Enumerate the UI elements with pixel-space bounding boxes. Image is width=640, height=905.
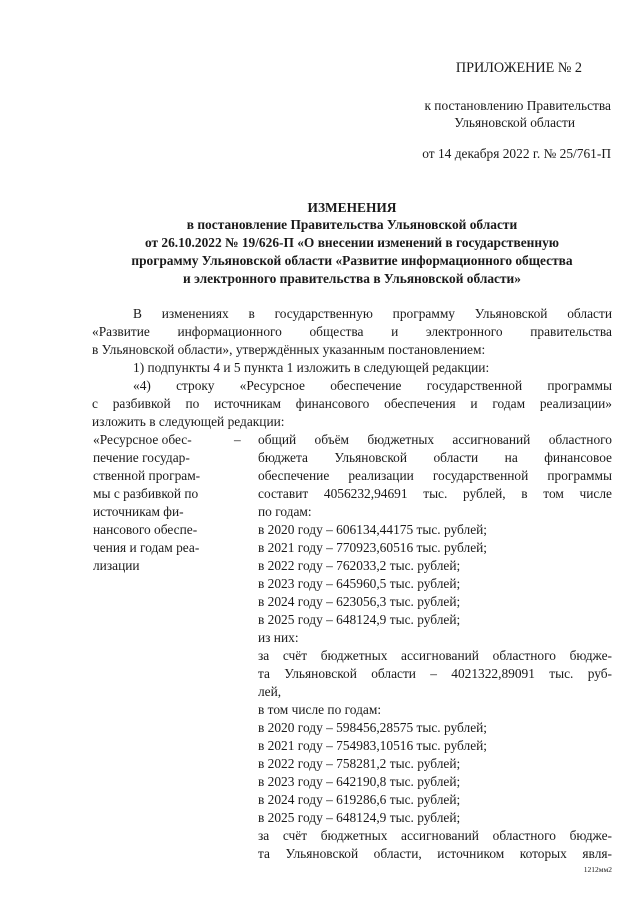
paragraph-2: 1) подпункты 4 и 5 пункта 1 изложить в следующей редакции: — [133, 360, 490, 375]
paragraph-1-line-2: «Развитие информационного общества и электронного правительства — [92, 324, 612, 339]
attachment-to-line-1: к постановлению Правительства — [424, 98, 611, 113]
attachment-to-line-2: Ульяновской области — [454, 115, 575, 130]
regional-line-4: в том числе по годам: — [258, 702, 382, 717]
value-intro-line-1: общий объём бюджетных ассигнований областного — [258, 432, 612, 447]
heading-line-2: в постановление Правительства Ульяновской области — [186, 217, 518, 232]
source-line-2: та Ульяновской области, источником которых явля- — [258, 846, 612, 861]
paragraph-1-line-3: в Ульяновской области», утверждённых указанным постановлением: — [92, 342, 486, 357]
regional-line-3: лей, — [258, 684, 282, 699]
regional-year-2020: в 2020 году – 598456,28575 тыс. рублей; — [258, 720, 488, 735]
of-them-label: из них: — [258, 630, 299, 645]
total-year-2021: в 2021 году – 770923,60516 тыс. рублей; — [258, 540, 488, 555]
regional-year-2022: в 2022 году – 758281,2 тыс. рублей; — [258, 756, 461, 771]
heading-line-4: программу Ульяновской области «Развитие информационного общества — [131, 253, 573, 268]
paragraph-3-line-1: «4) строку «Ресурсное обеспечение государственной программы — [133, 378, 612, 393]
row-label-line-2: печение государ- — [93, 450, 190, 465]
row-label-dash: – — [234, 432, 241, 447]
attachment-date: от 14 декабря 2022 г. № 25/761-П — [422, 146, 611, 161]
regional-year-2021: в 2021 году – 754983,10516 тыс. рублей; — [258, 738, 488, 753]
row-label-line-6: нансового обеспе- — [93, 522, 198, 537]
regional-year-2023: в 2023 году – 642190,8 тыс. рублей; — [258, 774, 461, 789]
paragraph-3-line-3: изложить в следующей редакции: — [92, 414, 285, 429]
source-line-1: за счёт бюджетных ассигнований областного бюдже- — [258, 828, 612, 843]
regional-year-2024: в 2024 году – 619286,6 тыс. рублей; — [258, 792, 461, 807]
row-label-line-7: чения и годам реа- — [93, 540, 200, 555]
row-label-line-5: источникам фи- — [93, 504, 184, 519]
regional-line-2: та Ульяновской области – 4021322,89091 тыс. руб- — [258, 666, 612, 681]
total-year-2023: в 2023 году – 645960,5 тыс. рублей; — [258, 576, 461, 591]
value-intro-line-4: составит 4056232,94691 тыс. рублей, в том числе — [258, 486, 612, 501]
row-label-line-1: «Ресурсное обес- — [93, 432, 192, 447]
heading-line-3: от 26.10.2022 № 19/626-П «О внесении изменений в государственную — [144, 235, 560, 250]
heading-title: ИЗМЕНЕНИЯ — [307, 200, 397, 215]
attachment-title: ПРИЛОЖЕНИЕ № 2 — [455, 60, 582, 76]
heading-line-5: и электронного правительства в Ульяновской области» — [183, 271, 521, 286]
row-label-line-3: ственной програм- — [93, 468, 201, 483]
total-year-2024: в 2024 году – 623056,3 тыс. рублей; — [258, 594, 461, 609]
total-year-2022: в 2022 году – 762033,2 тыс. рублей; — [258, 558, 461, 573]
total-year-2025: в 2025 году – 648124,9 тыс. рублей; — [258, 612, 461, 627]
row-label-line-8: лизации — [93, 558, 140, 573]
regional-line-1: за счёт бюджетных ассигнований областного бюдже- — [258, 648, 612, 663]
value-intro-line-2: бюджета Ульяновской области на финансовое — [258, 450, 612, 465]
value-intro-line-5: по годам: — [258, 504, 312, 519]
total-year-2020: в 2020 году – 606134,44175 тыс. рублей; — [258, 522, 488, 537]
regional-year-2025: в 2025 году – 648124,9 тыс. рублей; — [258, 810, 461, 825]
paragraph-1-line-1: В изменениях в государственную программу Ульяновской области — [133, 306, 612, 321]
paragraph-3-line-2: с разбивкой по источникам финансового обеспечения и годам реализации» — [92, 396, 612, 411]
row-label-line-4: мы с разбивкой по — [93, 486, 199, 501]
value-intro-line-3: обеспечение реализации государственной программы — [258, 468, 612, 483]
document-code: 1212мм2 — [583, 865, 612, 874]
